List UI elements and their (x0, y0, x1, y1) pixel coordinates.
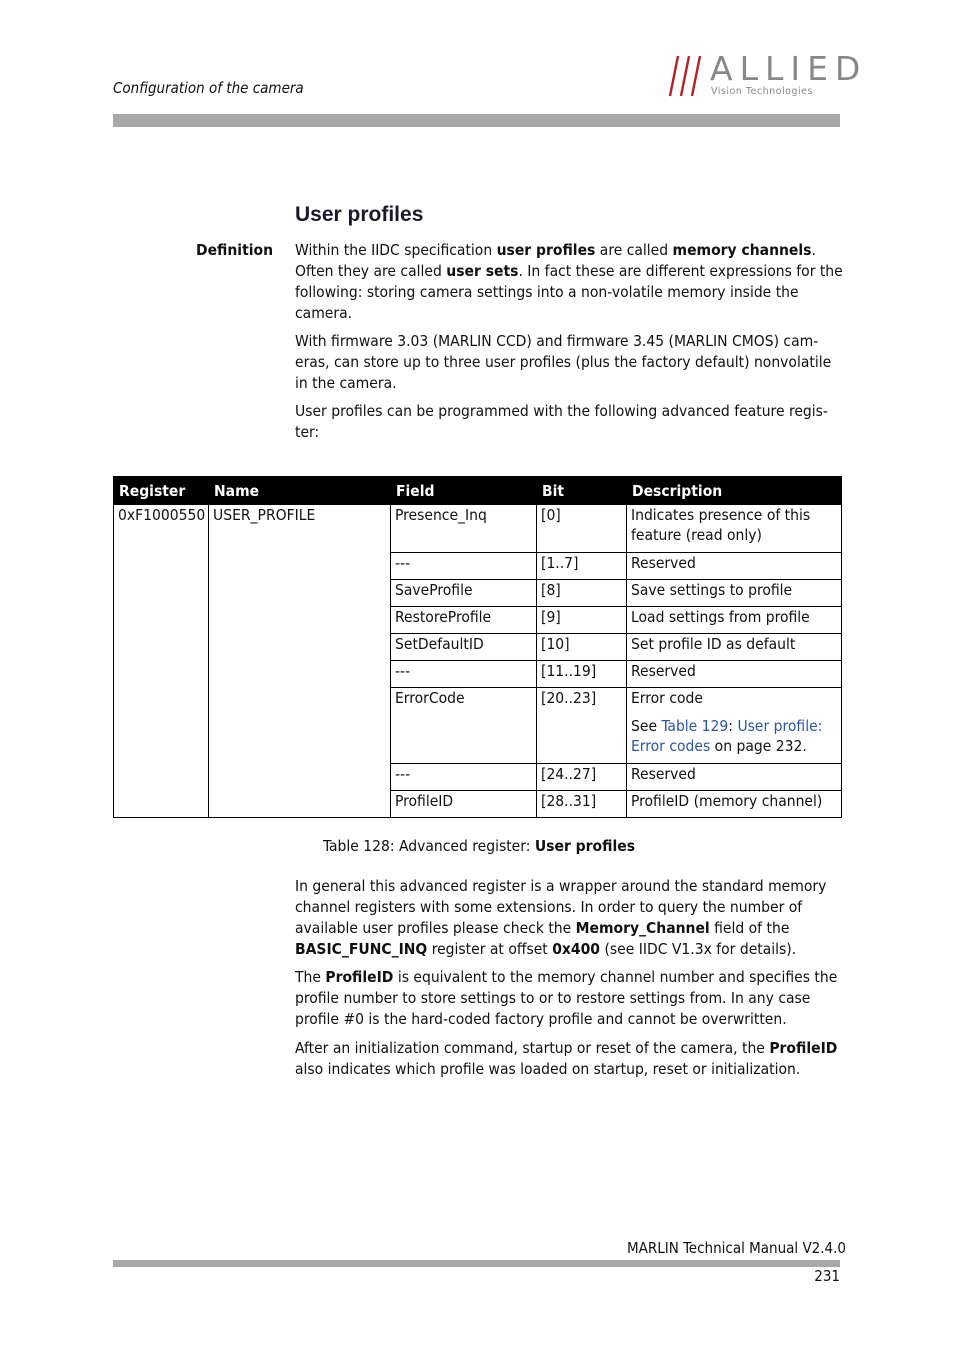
logo-tagline: Vision Technologies (711, 86, 813, 97)
table-row (114, 505, 842, 553)
user-profile-register-table (113, 476, 842, 818)
logo-slashes-icon (668, 52, 710, 98)
col-description: Description (627, 477, 842, 505)
footer-manual-title: MARLIN Technical Manual V2.4.0 (627, 1239, 846, 1257)
definition-paragraph: Within the IIDC specification user profiles are called memory channels. Often they are called user sets. In fact these are different expressions for the following: storing camera settings into a non-volatile memory inside the camera. (295, 241, 843, 322)
field-cell: --- (391, 661, 537, 688)
section-heading: User profiles (295, 203, 424, 226)
description-cell: Save settings to profile (627, 580, 842, 607)
profileid-paragraph: The ProfileID is equivalent to the memory channel number and specifies the profile number to store settings to or to restore settings from. In any case profile #0 is the hard-coded factory profile and cannot be overwritten. (295, 968, 838, 1028)
startup-paragraph: After an initialization command, startup or reset of the camera, the ProfileID also indicates which profile was loaded on startup, reset or initialization. (295, 1039, 838, 1078)
header-rule (113, 114, 840, 127)
wrapper-paragraph: In general this advanced register is a wrapper around the standard memory channel registers with some extensions. In order to query the number of available user profiles please check the Memory_Channel field of the BASIC_FUNC_INQ register at offset 0x400 (see IIDC V1.3x for details). (295, 877, 827, 958)
description-cell: Reserved (627, 553, 842, 580)
field-cell: RestoreProfile (391, 607, 537, 634)
definition-label: Definition (196, 241, 274, 259)
bit-cell: [8] (537, 580, 627, 607)
description-cell: Set profile ID as default (627, 634, 842, 661)
description-cell: ProfileID (memory channel) (627, 791, 842, 818)
bit-cell: [10] (537, 634, 627, 661)
firmware-paragraph: With firmware 3.03 (MARLIN CCD) and firmware 3.45 (MARLIN CMOS) cam-eras, can store up to three user profiles (plus the factory default) nonvolatile in the camera. (295, 332, 832, 392)
allied-logo (668, 49, 868, 104)
description-cell: Reserved (627, 764, 842, 791)
table-header-row (114, 477, 842, 505)
error-code-reference: See Table 129: User profile: Error codes on page 232. (631, 717, 823, 755)
col-name: Name (209, 477, 391, 505)
field-cell: --- (391, 553, 537, 580)
field-cell: ProfileID (391, 791, 537, 818)
field-cell: Presence_Inq (391, 505, 537, 553)
error-code-label: Error code (631, 689, 703, 707)
description-cell: Indicates presence of this feature (read only) (627, 505, 842, 553)
page-number: 231 (814, 1267, 840, 1285)
footer-rule (113, 1260, 840, 1267)
field-cell: --- (391, 764, 537, 791)
bit-cell: [9] (537, 607, 627, 634)
bit-cell: [24..27] (537, 764, 627, 791)
error-codes-link[interactable]: User profile: Error codes (631, 717, 823, 755)
col-register: Register (114, 477, 209, 505)
description-cell: Reserved (627, 661, 842, 688)
description-cell (627, 688, 842, 764)
field-cell: SaveProfile (391, 580, 537, 607)
col-bit: Bit (537, 477, 627, 505)
bit-cell: [11..19] (537, 661, 627, 688)
table-129-link[interactable]: Table 129 (661, 717, 729, 735)
bit-cell: [0] (537, 505, 627, 553)
register-intro-paragraph: User profiles can be programmed with the following advanced feature regis-ter: (295, 402, 828, 441)
register-name: USER_PROFILE (209, 505, 391, 818)
bit-cell: [1..7] (537, 553, 627, 580)
logo-word: ALLIED (710, 49, 868, 88)
col-field: Field (391, 477, 537, 505)
table-caption: Table 128: Advanced register: User profiles (323, 837, 635, 855)
running-header: Configuration of the camera (113, 79, 304, 97)
bit-cell: [20..23] (537, 688, 627, 764)
description-cell: Load settings from profile (627, 607, 842, 634)
bit-cell: [28..31] (537, 791, 627, 818)
field-cell: ErrorCode (391, 688, 537, 764)
register-address: 0xF1000550 (114, 505, 209, 818)
field-cell: SetDefaultID (391, 634, 537, 661)
